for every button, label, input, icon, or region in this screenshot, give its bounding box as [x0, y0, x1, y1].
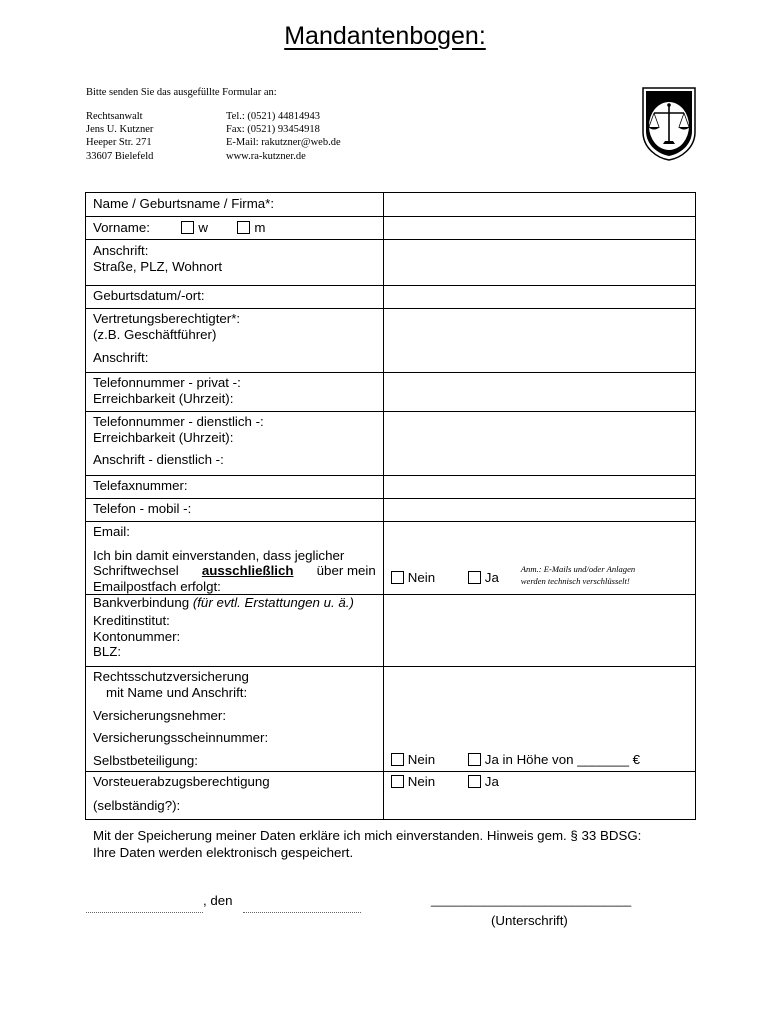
label-vertreter: Vertretungsberechtigter*: (z.B. Geschäftführer) Anschrift:: [86, 309, 384, 373]
vst-nein-label: Nein: [407, 774, 436, 790]
input-mobil[interactable]: [383, 499, 695, 522]
checkbox-sb-ja[interactable]: [468, 753, 481, 766]
sb-ja-label: Ja in Höhe von _______ €: [484, 752, 641, 768]
checkbox-m[interactable]: [237, 221, 250, 234]
intro-text: Bitte senden Sie das ausgefüllte Formular an:: [86, 87, 277, 98]
checkbox-email-ja[interactable]: [468, 571, 481, 584]
place-field[interactable]: [86, 912, 203, 913]
data-storage-notice: Mit der Speicherung meiner Daten erkläre ich mich einverstanden. Hinweis gem. § 33 BDSG: Ihre Daten werden elektronisch gespeichert.: [93, 828, 642, 860]
input-bank[interactable]: [383, 595, 695, 667]
checkbox-sb-nein[interactable]: [391, 753, 404, 766]
label-vorname: Vorname: w m: [86, 217, 384, 240]
label-tel-privat: Telefonnummer - privat -: Erreichbarkeit (Uhrzeit):: [86, 373, 384, 412]
signature-label: (Unterschrift): [491, 913, 568, 928]
input-vorname[interactable]: [383, 217, 695, 240]
signature-line[interactable]: ______________________________: [431, 893, 632, 907]
input-email[interactable]: [383, 522, 695, 595]
label-mobil: Telefon - mobil -:: [86, 499, 384, 522]
bold-exclusive: ausschließlich: [201, 563, 294, 579]
label-name: Name / Geburtsname / Firma*:: [86, 193, 384, 217]
sb-nein-label: Nein: [407, 752, 436, 768]
contact-email: E-Mail: rakutzner@web.de: [226, 137, 341, 149]
input-vertreter[interactable]: [383, 309, 695, 373]
checkbox-w-label: w: [198, 220, 208, 235]
contact-phone: Tel.: (0521) 44814943: [226, 111, 321, 122]
client-form-table: [85, 192, 696, 820]
input-vorsteuer[interactable]: [383, 772, 695, 820]
input-tel-dienstlich[interactable]: [383, 412, 695, 476]
input-tel-privat[interactable]: [383, 373, 695, 412]
contact-website: www.ra-kutzner.de: [226, 150, 306, 162]
checkbox-email-nein[interactable]: [391, 571, 404, 584]
label-bank: Bankverbindung (für evtl. Erstattungen u. ä.) Kreditinstitut: Kontonummer: BLZ:: [86, 595, 384, 667]
lawyer-address: [86, 110, 153, 163]
address-line: Heeper Str. 271: [86, 137, 152, 149]
label-geburtsdatum: Geburtsdatum/-ort:: [86, 286, 384, 309]
input-geburtsdatum[interactable]: [383, 286, 695, 309]
label-vorsteuer: Vorsteuerabzugsberechtigung (selbständig?):: [86, 772, 384, 820]
input-anschrift[interactable]: [383, 240, 695, 286]
den-label: , den: [203, 893, 233, 908]
checkbox-w[interactable]: [181, 221, 194, 234]
checkbox-vst-nein[interactable]: [391, 775, 404, 788]
email-nein-label: Nein: [407, 570, 436, 585]
label-fax: Telefaxnummer:: [86, 476, 384, 499]
label-anschrift: Anschrift: Straße, PLZ, Wohnort: [86, 240, 384, 286]
contact-fax: Fax: (0521) 93454918: [226, 124, 320, 136]
label-tel-dienstlich: Telefonnummer - dienstlich -: Erreichbarkeit (Uhrzeit): Anschrift - dienstlich -:: [86, 412, 384, 476]
scales-of-justice-logo: [641, 86, 697, 162]
label-email: Email: Ich bin damit einverstanden, dass jeglicher Schriftwechsel ausschließlich über mein Emailpostfach erfolgt:: [86, 522, 384, 595]
checkbox-m-label: m: [254, 220, 266, 235]
date-field[interactable]: [243, 912, 361, 913]
checkbox-vst-ja[interactable]: [468, 775, 481, 788]
label-rechtsschutz: Rechtsschutzversicherung mit Name und Anschrift: Versicherungsnehmer: Versicherungsscheinnummer: Selbstbeteiligung:: [86, 667, 384, 772]
lawyer-contact: [226, 110, 341, 163]
input-fax[interactable]: [383, 476, 695, 499]
address-line: 33607 Bielefeld: [86, 150, 154, 162]
input-rechtsschutz[interactable]: [383, 667, 695, 772]
encryption-note: Anm.: E-Mails und/oder Anlagen werden technisch verschlüsselt!: [520, 564, 636, 586]
page-title: Mandantenbogen:: [284, 22, 486, 50]
vst-ja-label: Ja: [484, 774, 499, 790]
email-ja-label: Ja: [484, 570, 499, 585]
address-line: Jens U. Kutzner: [86, 124, 154, 136]
address-line: Rechtsanwalt: [86, 111, 143, 122]
input-name[interactable]: [383, 193, 695, 217]
